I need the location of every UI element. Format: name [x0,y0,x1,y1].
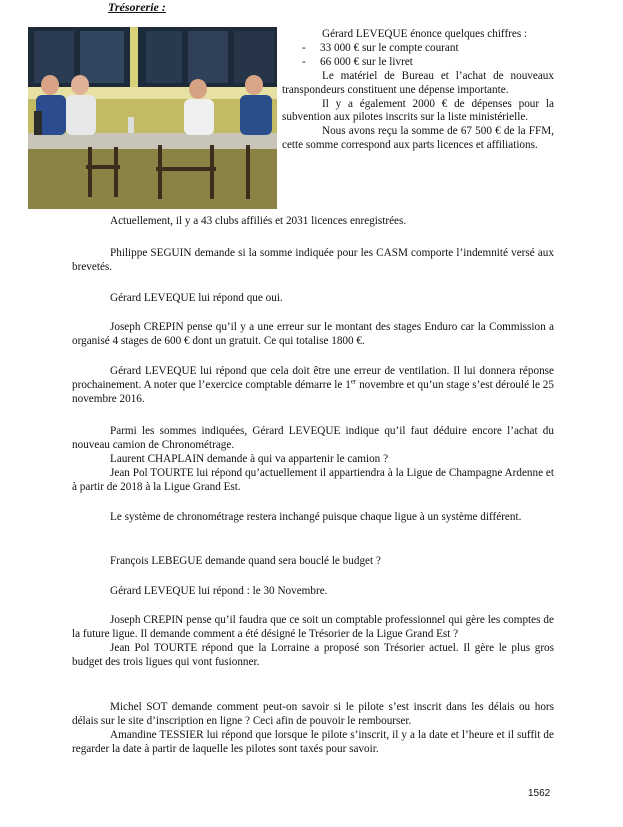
treasury-intro: Gérard LEVEQUE énonce quelques chiffres : [322,28,528,40]
paragraph-text: Joseph CREPIN pense qu’il y a une erreur sur le montant des stages Enduro car la Commission a organisé 4 stages de 600 € dont un gratuit. Ce qui totalise 1800 €. [72,321,554,347]
paragraph-inscription [72,700,554,756]
figure-savings-account: - 66 000 € sur le livret [282,56,554,70]
section-heading: Trésorerie : [108,0,166,14]
paragraph-leveque-novembre [72,584,554,598]
paragraph-text: Gérard LEVEQUE lui répond : le 30 Novembre. [110,585,328,597]
paragraph-text [72,364,554,406]
paragraph-leveque-ventilation [72,364,554,406]
paragraph-text: Gérard LEVEQUE lui répond que oui. [110,292,283,304]
paragraph-comptable [72,613,554,669]
paragraph-text: Michel SOT demande comment peut-on savoir si le pilote s’est inscrit dans les délais ou hors délais sur le site d’inscription en ligne ? Ceci afin de pouvoir le rembourser. [72,701,554,727]
paragraph-leveque-oui [72,291,554,305]
treasury-subsidy: Il y a également 2000 € de dépenses pour la subvention aux pilotes inscrits sur la liste ministérielle. [282,97,554,124]
treasury-summary [282,28,554,153]
figures-list [282,42,554,70]
figure-current-account: - 33 000 € sur le compte courant [282,42,554,56]
paragraph-text: Parmi les sommes indiquées, Gérard LEVEQUE indique qu’il faut déduire encore l’achat du nouveau camion de Chronométrage. [72,425,554,451]
treasury-ffm: Nous avons reçu la somme de 67 500 € de la FFM, cette somme correspond aux parts licences et affiliations. [282,125,554,152]
paragraph-text: Jean Pol TOURTE répond que la Lorraine a proposé son Trésorier actuel. Il gère le plus gros budget des trois ligues qui vont fusionner. [72,642,554,668]
paragraph-text: Actuellement, il y a 43 clubs affiliés et 2031 licences enregistrées. [110,215,407,227]
paragraph-text: Joseph CREPIN pense qu’il faudra que ce soit un comptable professionnel qui gère les comptes de la future ligue. Il demande comment a été désigné le Trésorier de la Ligue Grand Est ? [72,614,554,640]
paragraph-text: Jean Pol TOURTE lui répond qu’actuellement il appartiendra à la Ligue de Champagne Ardenne et à partir de 2018 à la Ligue Grand Est. [72,467,554,493]
paragraph-text: Laurent CHAPLAIN demande à qui va appartenir le camion ? [110,453,389,465]
page-number: 1562 [528,788,551,799]
paragraph-text: Le système de chronométrage restera inchangé puisque chaque ligue à un système différent. [110,511,522,523]
paragraph-text: François LEBEGUE demande quand sera bouclé le budget ? [110,555,381,567]
paragraph-crepin-stages [72,320,554,348]
paragraph-lebegue [72,554,554,568]
paragraph-text-part: Gérard LEVEQUE lui répond que cela doit être une erreur de ventilation. Il lui donnera réponse prochainement. A noter que l’exercice comptable démarre le 1 [72,365,554,391]
treasury-equipment: Le matériel de Bureau et l’achat de nouveaux transpondeurs constituent une dépense importante. [282,69,554,96]
paragraph-text: Philippe SEGUIN demande si la somme indiquée pour les CASM comporte l’indemnité versé aux brevetés. [72,247,554,273]
paragraph-text: Amandine TESSIER lui répond que lorsque le pilote s’inscrit, il y a la date et l’heure et il suffit de regarder la date à partir de laquelle les pilotes sont taxés pour savoir. [72,729,554,755]
paragraph-camion [72,424,554,494]
paragraph-seguin [72,246,554,274]
paragraph-clubs [72,214,554,228]
paragraph-text-part: novembre et qu’un stage s’est déroulé le 25 novembre 2016. [72,379,554,405]
meeting-photo [28,27,277,209]
paragraph-chronometrage [72,510,554,524]
superscript: er [350,377,357,386]
